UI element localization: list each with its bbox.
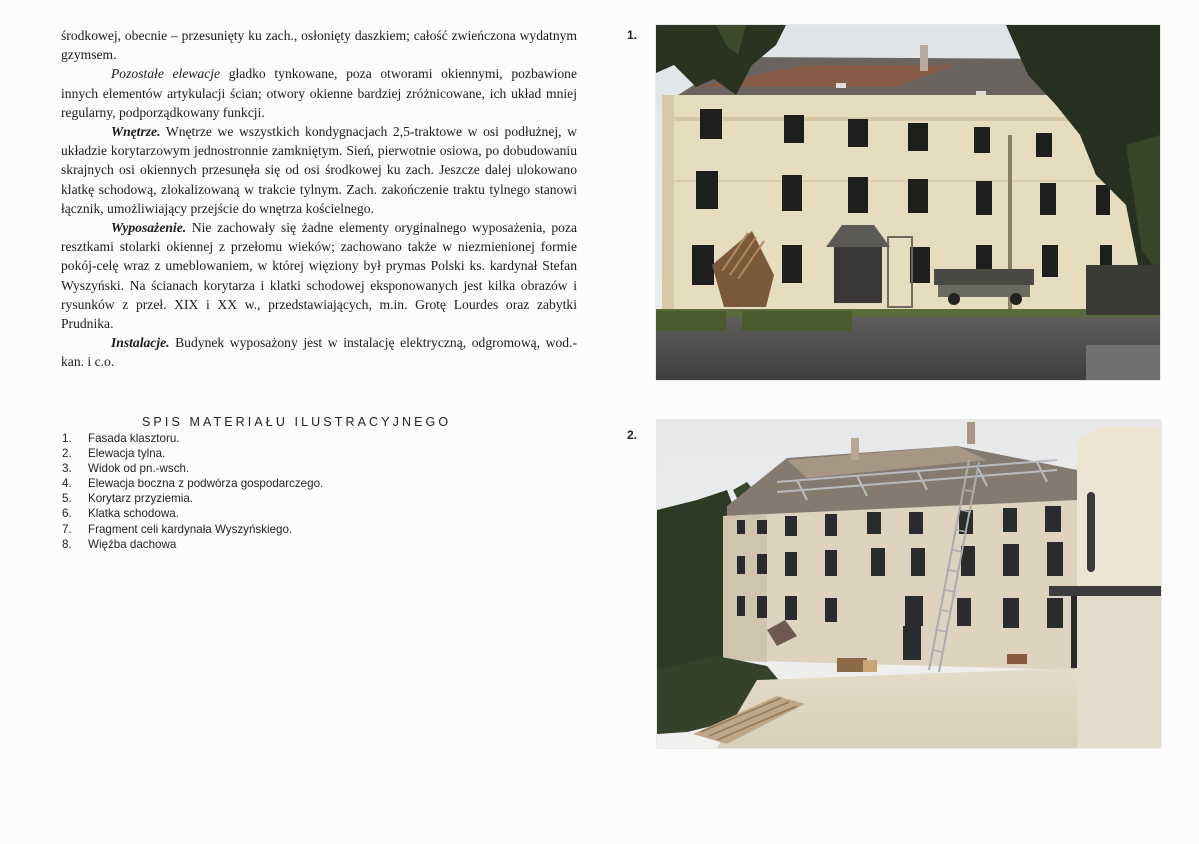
list-item: 7. Fragment celi kardynała Wyszyńskiego. — [62, 522, 293, 536]
list-item: 5. Korytarz przyziemia. — [62, 492, 194, 506]
list-item: 4. Elewacja boczna z podwórza gospodarczego. — [62, 477, 324, 491]
figure-1-number: 1. — [627, 28, 638, 42]
paragraph-1: środkowej, obecnie – przesunięty ku zach., osłonięty daszkiem; całość zwieńczona wydatnym gzymsem. — [61, 28, 577, 63]
paragraph-2 — [61, 64, 577, 122]
paragraph-4-lead: Wyposażenie. — [111, 220, 187, 236]
paragraph-2-lead: Pozostałe elewacje — [111, 66, 221, 82]
illustration-list — [62, 431, 323, 552]
paragraph-5 — [61, 333, 577, 371]
photo-monastery-facade — [656, 25, 1160, 380]
paragraph-3-lead: Wnętrze. — [111, 124, 161, 140]
illustration-list-title: SPIS MATERIAŁU ILUSTRACYJNEGO — [142, 415, 452, 429]
paragraph-5-lead: Instalacje. — [111, 335, 170, 351]
list-item: 8. Więźba dachowa — [62, 537, 177, 551]
list-item: 2. Elewacja tylna. — [62, 447, 166, 461]
list-item: 6. Klatka schodowa. — [62, 507, 179, 521]
list-item: 1. Fasada klasztoru. — [62, 432, 180, 445]
figure-2-number: 2. — [627, 428, 638, 442]
photo-rear-elevation — [657, 420, 1161, 748]
paragraph-4-body: Nie zachowały się żadne elementy oryginalnego wyposażenia, poza resztkami stolarki okiennej z przełomu wieków; zachowano także w niezmienionej formie pokój-celę wraz z umeblowaniem, w której więziony był prymas Polski ks. kardynał Stefan Wyszyński. Na ścianach korytarza i klatki schodowej eksponowanych jest kilka obrazów i rysunków z przeł. XIX i XX w., przedstawiających, m.in. Grotę Lourdes oraz zabytki Prudnika. — [61, 220, 577, 332]
paragraph-3 — [61, 122, 577, 218]
paragraph-5-body: Budynek wyposażony jest w instalację elektryczną, odgromową, wod.-kan. i c.o. — [61, 335, 577, 370]
paragraph-2-body: gładko tynkowane, poza otworami okiennymi, pozbawione innych elementów artykulacji ścian; otwory okienne bardziej zróżnicowane, ich układ mniej regularny, podporządkowany funkcji. — [61, 66, 578, 120]
paragraph-3-body: Wnętrze we wszystkich kondygnacjach 2,5-traktowe w osi podłużnej, w układzie korytarzowym jednostronnie zamkniętym. Sień, pierwotnie osiowa, po dobudowaniu skrajnych osi okiennych przesunęła się od osi środkowej ku zach. Jeszcze dalej ulokowano klatkę schodową, zlokalizowaną w trakcie tylnym. Zach. zakończenie traktu tylnego stanowi łącznik, umożliwiający przejście do wnętrza kościelnego. — [61, 124, 577, 216]
list-item: 3. Widok od pn.-wsch. — [62, 462, 190, 476]
paragraph-4 — [61, 218, 577, 333]
body-text — [61, 26, 577, 372]
